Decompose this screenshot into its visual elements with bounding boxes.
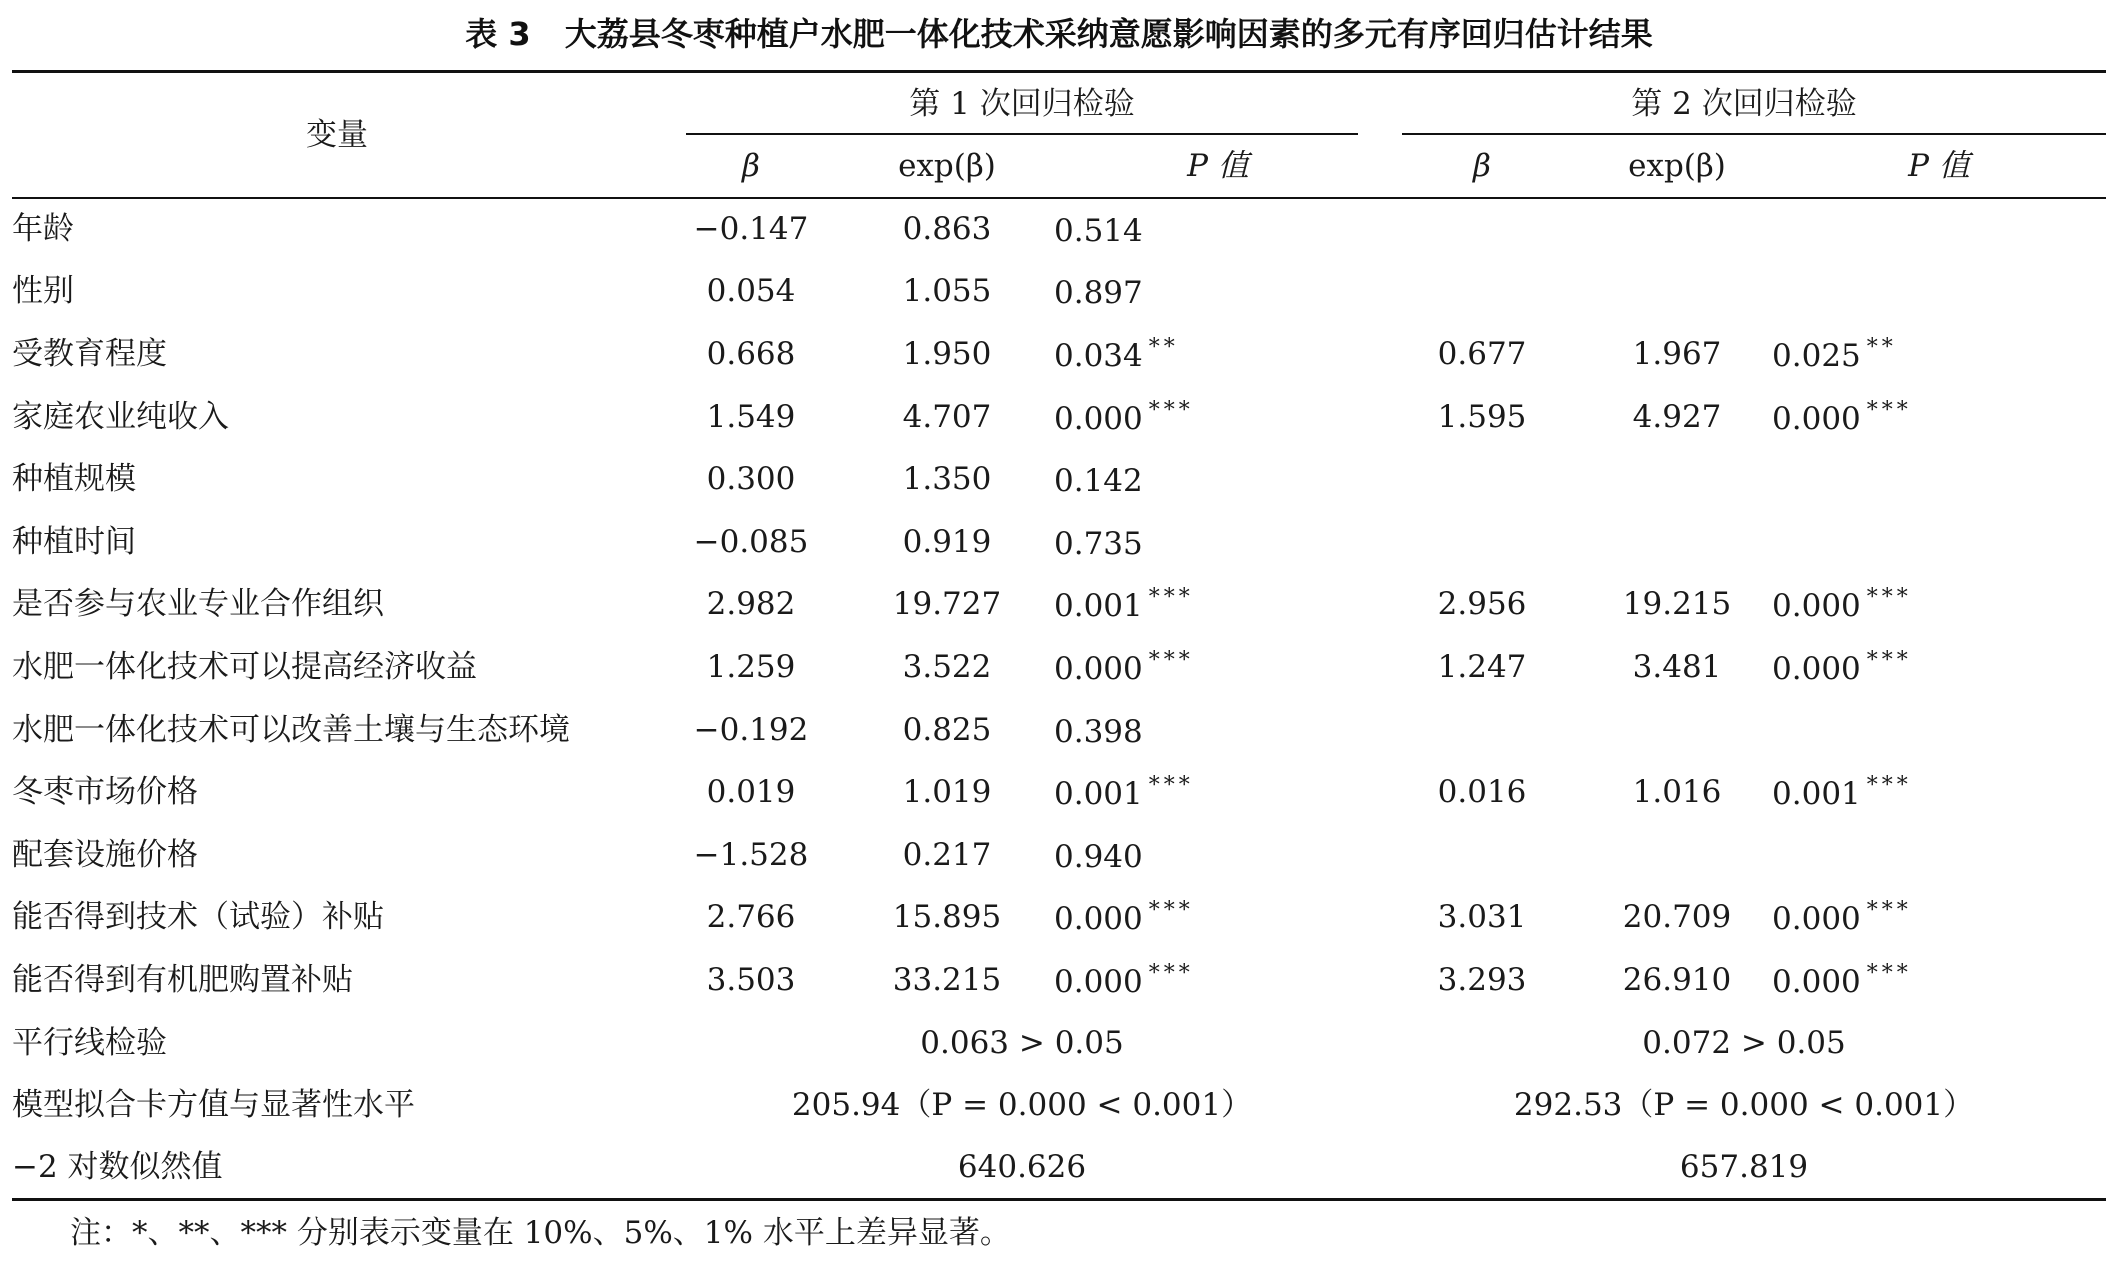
- significance-stars: ***: [1866, 397, 1912, 423]
- variable-cell: 家庭农业纯收入: [12, 398, 229, 435]
- p-value-header: P 值: [1908, 147, 1970, 184]
- exp-beta-cell: 1.950: [902, 335, 992, 372]
- beta-cell: 3.503: [706, 961, 796, 998]
- p-value-cell: [1054, 574, 1382, 637]
- p-value: 0.142: [1054, 463, 1143, 500]
- variable-cell: 年龄: [12, 211, 74, 248]
- p-value: 0.000: [1772, 650, 1861, 687]
- group-header-first-regression: [662, 72, 1382, 136]
- beta-cell: 1.549: [706, 398, 796, 435]
- exp-beta-cell: [1582, 824, 1772, 887]
- p-value: 0.940: [1054, 838, 1143, 875]
- summary-value-second: 292.53（P = 0.000 < 0.001）: [1513, 1087, 1975, 1124]
- p-value: 0.000: [1054, 963, 1143, 1000]
- beta-cell: 0.668: [706, 335, 796, 372]
- exp-beta-cell: 19.215: [1622, 586, 1732, 623]
- exp-beta-cell: 0.919: [902, 523, 992, 560]
- significance-stars: ***: [1866, 960, 1912, 986]
- group-header-second-label: 第 2 次回归检验: [1631, 85, 1857, 122]
- p-value-cell: [1772, 448, 2106, 511]
- variable-cell: 水肥一体化技术可以改善土壤与生态环境: [12, 711, 570, 748]
- p-value-cell: [1772, 323, 2106, 386]
- exp-beta-cell: 0.863: [902, 211, 992, 248]
- table-row: [12, 511, 2106, 574]
- beta-cell: 0.054: [706, 273, 796, 310]
- group-header-second-regression: [1382, 72, 2106, 136]
- summary-row-model-chi-square: [12, 1074, 2106, 1137]
- table-caption: [0, 8, 2118, 60]
- significance-stars: ***: [1148, 585, 1194, 611]
- summary-value-first: 0.063 > 0.05: [920, 1024, 1124, 1061]
- p-value: 0.001: [1772, 776, 1861, 813]
- table-row: [12, 323, 2106, 386]
- p-value: 0.514: [1054, 213, 1143, 250]
- beta-cell: −0.085: [693, 523, 809, 560]
- p-value-cell: [1054, 323, 1382, 386]
- p-value-cell: [1054, 699, 1382, 762]
- p-value: 0.000: [1772, 963, 1861, 1000]
- beta-cell: 1.259: [706, 648, 796, 685]
- table-title: 大荔县冬枣种植户水肥一体化技术采纳意愿影响因素的多元有序回归估计结果: [564, 15, 1653, 53]
- beta-cell: 0.677: [1437, 335, 1527, 372]
- variable-cell: 性别: [12, 273, 74, 310]
- variable-cell: 种植规模: [12, 461, 136, 498]
- variable-cell: 平行线检验: [12, 1024, 167, 1061]
- summary-value-second: 657.819: [1679, 1148, 1809, 1185]
- p-value: 0.025: [1772, 337, 1861, 374]
- variable-cell: 模型拟合卡方值与显著性水平: [12, 1087, 415, 1124]
- beta-cell: [1382, 198, 1582, 261]
- exp-beta-cell: 20.709: [1622, 899, 1732, 936]
- beta-cell: −0.192: [693, 711, 809, 748]
- significance-stars: ***: [1866, 898, 1912, 924]
- variable-cell: −2 对数似然值: [12, 1148, 223, 1185]
- group-underline: [1402, 133, 2106, 135]
- p-value: 0.034: [1054, 337, 1143, 374]
- variable-cell: 能否得到技术（试验）补贴: [12, 899, 384, 936]
- p-value-cell: [1054, 198, 1382, 261]
- p-value-cell: [1054, 386, 1382, 449]
- significance-stars: **: [1148, 334, 1179, 360]
- exp-beta-cell: 1.350: [902, 461, 992, 498]
- significance-stars: ***: [1866, 647, 1912, 673]
- variable-cell: 冬枣市场价格: [12, 774, 198, 811]
- table-row: [12, 198, 2106, 261]
- p-value: 0.000: [1772, 588, 1861, 625]
- exp-beta-cell: 1.967: [1632, 335, 1722, 372]
- p-value-cell: [1054, 636, 1382, 699]
- p-value-cell: [1772, 198, 2106, 261]
- variable-header: 变量: [306, 116, 368, 153]
- p-value-cell: [1772, 887, 2106, 950]
- p-value-cell: [1772, 949, 2106, 1012]
- variable-cell: 配套设施价格: [12, 836, 198, 873]
- beta-cell: [1382, 824, 1582, 887]
- exp-beta-cell: 0.825: [902, 711, 992, 748]
- p-value-cell: [1772, 386, 2106, 449]
- summary-row-parallel-lines-test: [12, 1012, 2106, 1075]
- table-row: [12, 824, 2106, 887]
- exp-beta-cell: [1582, 261, 1772, 324]
- beta-cell: [1382, 699, 1582, 762]
- exp-beta-cell: 33.215: [892, 961, 1002, 998]
- header-row-groups: [12, 72, 2106, 136]
- table-footnote: 注：*、**、*** 分别表示变量在 10%、5%、1% 水平上差异显著。: [70, 1215, 1011, 1251]
- summary-value-first: 640.626: [957, 1148, 1087, 1185]
- p-value-cell: [1054, 261, 1382, 324]
- p-value: 0.000: [1772, 901, 1861, 938]
- exp-beta-cell: 1.055: [902, 273, 992, 310]
- beta-cell: 3.293: [1437, 961, 1527, 998]
- exp-beta-cell: 4.707: [902, 398, 992, 435]
- exp-beta-cell: 3.481: [1632, 648, 1722, 685]
- variable-cell: 水肥一体化技术可以提高经济收益: [12, 648, 477, 685]
- p-value-cell: [1054, 824, 1382, 887]
- beta-cell: 0.016: [1437, 774, 1527, 811]
- beta-cell: 0.019: [706, 774, 796, 811]
- beta-cell: −0.147: [693, 211, 809, 248]
- exp-beta-cell: 19.727: [892, 586, 1002, 623]
- p-value: 0.000: [1054, 400, 1143, 437]
- exp-beta-cell: 1.016: [1632, 774, 1722, 811]
- significance-stars: ***: [1866, 585, 1912, 611]
- table-row: [12, 949, 2106, 1012]
- table-row: [12, 574, 2106, 637]
- summary-row-log-likelihood: [12, 1137, 2106, 1200]
- table-body: [12, 198, 2106, 1200]
- p-value-cell: [1772, 699, 2106, 762]
- table-row: [12, 699, 2106, 762]
- significance-stars: ***: [1148, 773, 1194, 799]
- exp-beta-header: exp(β): [898, 147, 996, 184]
- table-row: [12, 887, 2106, 950]
- p-value: 0.398: [1054, 713, 1143, 750]
- p-value-cell: [1772, 636, 2106, 699]
- beta-cell: 2.982: [706, 586, 796, 623]
- exp-beta-cell: [1582, 511, 1772, 574]
- table-number: 表 3: [465, 15, 531, 53]
- group-underline: [686, 133, 1358, 135]
- beta-header: β: [1473, 147, 1491, 184]
- exp-beta-cell: [1582, 699, 1772, 762]
- p-value-header: P 值: [1187, 147, 1249, 184]
- beta-cell: [1382, 448, 1582, 511]
- significance-stars: ***: [1148, 960, 1194, 986]
- p-value: 0.001: [1054, 588, 1143, 625]
- significance-stars: ***: [1148, 898, 1194, 924]
- significance-stars: ***: [1866, 773, 1912, 799]
- p-value: 0.897: [1054, 275, 1143, 312]
- summary-value-first: 205.94（P = 0.000 < 0.001）: [791, 1087, 1253, 1124]
- beta-cell: 1.247: [1437, 648, 1527, 685]
- table-row: [12, 386, 2106, 449]
- beta-cell: 1.595: [1437, 398, 1527, 435]
- significance-stars: ***: [1148, 397, 1194, 423]
- exp-beta-cell: 4.927: [1632, 398, 1722, 435]
- exp-beta-cell: 26.910: [1622, 961, 1732, 998]
- variable-cell: 种植时间: [12, 523, 136, 560]
- p-value-cell: [1772, 574, 2106, 637]
- p-value-cell: [1054, 448, 1382, 511]
- p-value-cell: [1054, 887, 1382, 950]
- variable-cell: 能否得到有机肥购置补贴: [12, 961, 353, 998]
- p-value: 0.001: [1054, 776, 1143, 813]
- variable-cell: 受教育程度: [12, 335, 167, 372]
- p-value-cell: [1054, 949, 1382, 1012]
- p-value-cell: [1772, 261, 2106, 324]
- p-value-cell: [1054, 511, 1382, 574]
- p-value-cell: [1054, 761, 1382, 824]
- p-value: 0.735: [1054, 525, 1143, 562]
- significance-stars: ***: [1148, 647, 1194, 673]
- p-value-cell: [1772, 511, 2106, 574]
- table-row: [12, 636, 2106, 699]
- table-row: [12, 261, 2106, 324]
- p-value-cell: [1772, 824, 2106, 887]
- exp-beta-cell: 0.217: [902, 836, 992, 873]
- beta-cell: 3.031: [1437, 899, 1527, 936]
- beta-cell: [1382, 261, 1582, 324]
- p-value: 0.000: [1772, 400, 1861, 437]
- beta-cell: 2.956: [1437, 586, 1527, 623]
- exp-beta-cell: [1582, 448, 1772, 511]
- beta-cell: 2.766: [706, 899, 796, 936]
- p-value: 0.000: [1054, 901, 1143, 938]
- beta-cell: 0.300: [706, 461, 796, 498]
- exp-beta-cell: 3.522: [902, 648, 992, 685]
- regression-table: [12, 70, 2106, 1201]
- beta-cell: −1.528: [693, 836, 809, 873]
- beta-header: β: [742, 147, 760, 184]
- exp-beta-cell: 15.895: [892, 899, 1002, 936]
- table-row: [12, 761, 2106, 824]
- group-header-first-label: 第 1 次回归检验: [909, 85, 1135, 122]
- significance-stars: **: [1866, 334, 1897, 360]
- beta-cell: [1382, 511, 1582, 574]
- p-value-cell: [1772, 761, 2106, 824]
- table-row: [12, 448, 2106, 511]
- p-value: 0.000: [1054, 650, 1143, 687]
- exp-beta-cell: [1582, 198, 1772, 261]
- exp-beta-cell: 1.019: [902, 774, 992, 811]
- exp-beta-header: exp(β): [1628, 147, 1726, 184]
- summary-value-second: 0.072 > 0.05: [1642, 1024, 1846, 1061]
- variable-cell: 是否参与农业专业合作组织: [12, 586, 384, 623]
